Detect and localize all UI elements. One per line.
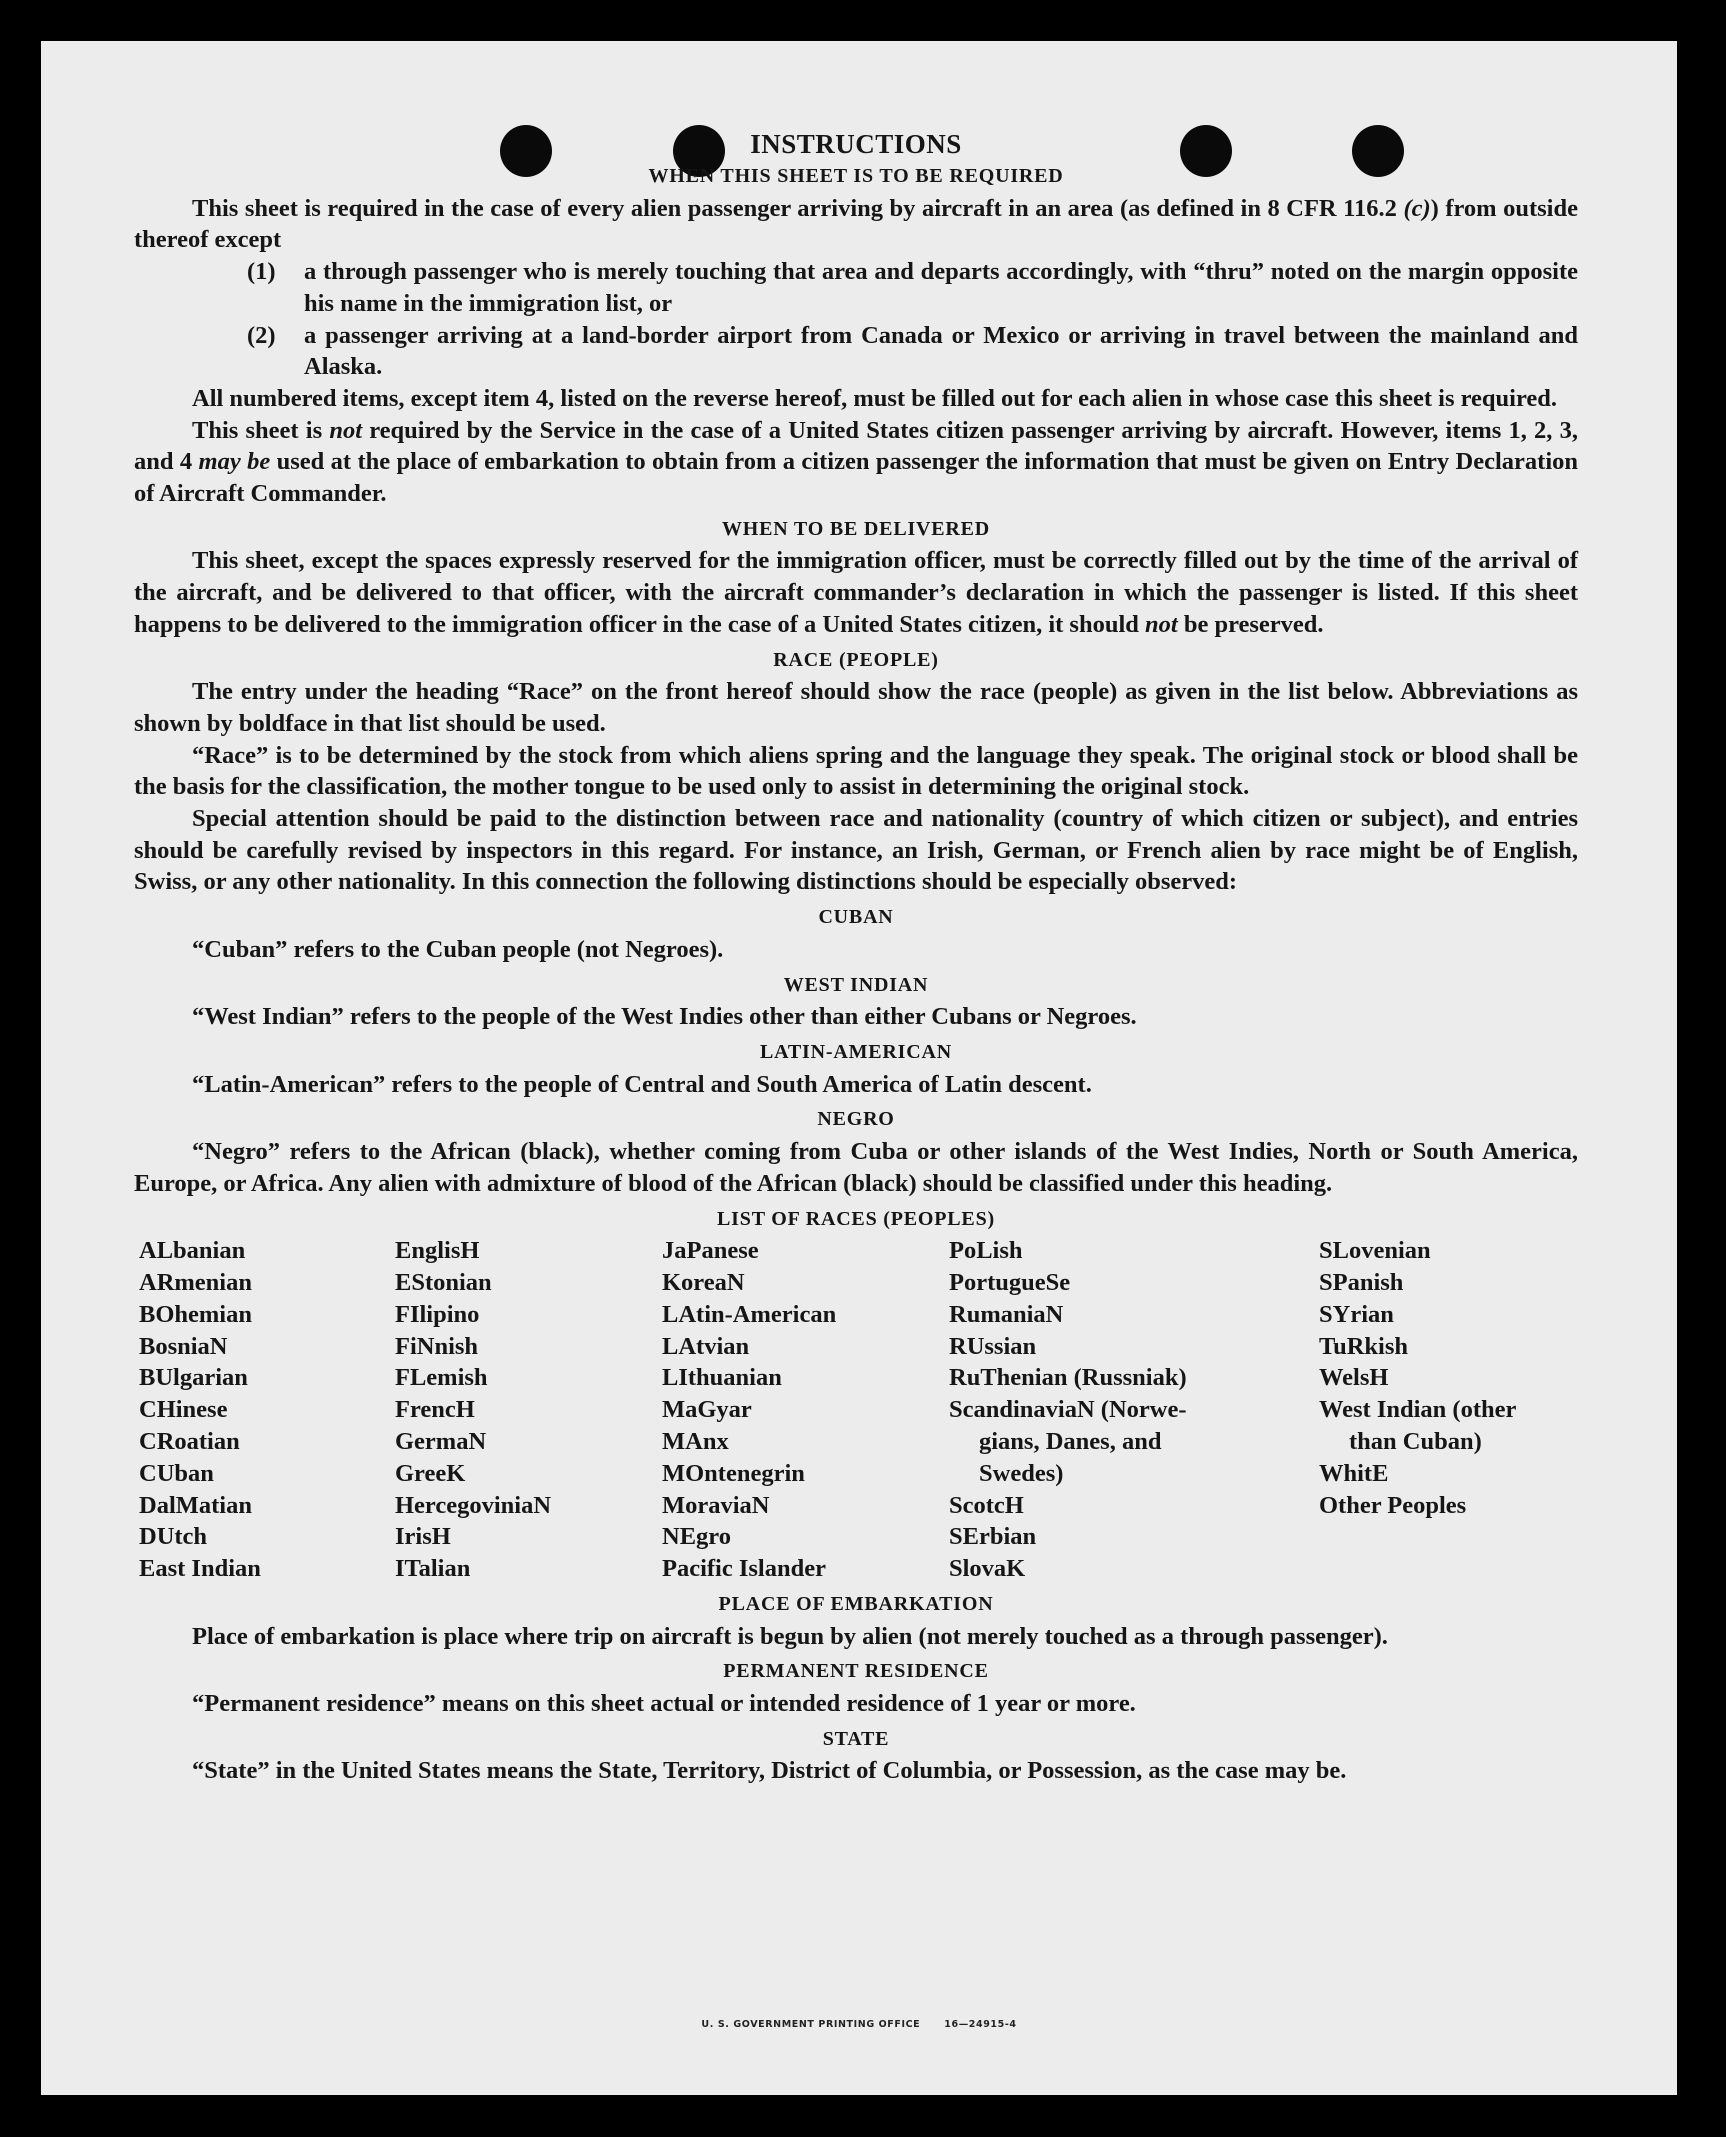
bold-text: boldface (238, 709, 328, 737)
race-entry: MAnx (662, 1427, 729, 1455)
race-entry: FIlipino (395, 1300, 480, 1328)
race-entry: Pacific Islander (662, 1555, 826, 1583)
document-title: INSTRUCTIONS (750, 129, 962, 159)
races-column (1319, 1235, 1583, 1585)
race-entry: BosniaN (139, 1332, 228, 1360)
race-entry: CHinese (139, 1396, 228, 1424)
text-run: ) from outside thereof except (134, 194, 1578, 254)
text-run: This sheet is required in the case of every alien passenger arriving by aircraft in an area (as defined in 8 CFR 116.2 (192, 194, 1404, 222)
paragraph (134, 193, 1578, 256)
paragraph (134, 320, 1578, 383)
paragraph (134, 1001, 1578, 1033)
paragraph (134, 1136, 1578, 1199)
text-run: in that list should be used. (327, 709, 606, 737)
race-entry: DUtch (139, 1523, 208, 1551)
paragraph (134, 1621, 1578, 1653)
paragraph (134, 1688, 1578, 1720)
section-heading: LATIN-AMERICAN (760, 1040, 952, 1063)
race-entry: PortugueSe (949, 1269, 1071, 1296)
races-column (949, 1235, 1319, 1585)
race-entry: SLovenian (1319, 1237, 1431, 1265)
italic-text: (c) (1403, 194, 1431, 222)
race-entry: BOhemian (139, 1300, 252, 1328)
race-entry: East Indian (139, 1555, 261, 1583)
race-entry: LAtvian (662, 1332, 750, 1360)
race-entry: CUban (139, 1459, 214, 1487)
race-entry: IrisH (395, 1523, 451, 1551)
text-run: “Race” is to be determined by the stock from which aliens spring and the language they speak. The original stock or blood shall be the basis for the classification, the mother tongue to be used only to assist in determining the original stock. (134, 741, 1578, 801)
printer-name: U. S. GOVERNMENT PRINTING OFFICE (701, 2019, 921, 2030)
paragraph (134, 383, 1578, 415)
race-entry: SYrian (1319, 1300, 1394, 1328)
paragraph (134, 740, 1578, 803)
italic-text: not (1145, 610, 1178, 638)
race-entry: Other Peoples (1319, 1491, 1467, 1519)
text-run: “Negro” refers to the African (black), whether coming from Cuba or other islands of the West Indies, North or South America, Europe, or Africa. Any alien with admixture of blood of the African (black) should be classified under this heading. (134, 1138, 1578, 1197)
races-column (139, 1235, 395, 1585)
paragraph (134, 545, 1578, 640)
race-entry: ITalian (395, 1555, 471, 1583)
race-entry: EnglisH (395, 1237, 480, 1265)
section-heading: NEGRO (817, 1108, 895, 1131)
races-list-heading: LIST OF RACES (PEOPLES) (717, 1207, 995, 1230)
text-run: “Cuban” refers to the Cuban people (not Negroes). (192, 935, 724, 963)
race-entry: DalMatian (139, 1491, 252, 1519)
race-entry: MaGyar (662, 1396, 752, 1424)
section-heading: PLACE OF EMBARKATION (718, 1592, 994, 1615)
text-run: This sheet, except the spaces expressly reserved for the immigration officer, must be correctly filled out by the time of the arrival of the aircraft, and be delivered to that officer, with the aircraft commander’s declaration in which the passenger is listed. If this sheet happens to be delivered to the immigration officer in the case of a United States citizen, it should (134, 547, 1578, 638)
italic-text: may be (198, 448, 271, 476)
text-run: The entry under the heading “Race” on the front hereof should show the race (people) as given in the list below. Abbreviations as shown by (134, 678, 1578, 737)
race-entry: WhitE (1319, 1459, 1389, 1487)
races-column (395, 1235, 662, 1585)
section-heading: WEST INDIAN (783, 973, 929, 996)
race-entry: EStonian (395, 1269, 492, 1296)
race-entry: FLemish (395, 1364, 488, 1392)
text-run: Place of embarkation is place where trip on aircraft is begun by alien (not merely touched as a through passenger). (192, 1622, 1388, 1650)
race-entry: RUssian (949, 1332, 1037, 1360)
document-body (134, 127, 1578, 1787)
paragraph (134, 1069, 1578, 1101)
section-heading: WHEN THIS SHEET IS TO BE REQUIRED (648, 165, 1064, 187)
section-heading: PERMANENT RESIDENCE (723, 1660, 989, 1683)
race-entry: MoraviaN (662, 1491, 770, 1519)
race-entry: CRoatian (139, 1427, 240, 1455)
text-run: Special attention should be paid to the distinction between race and nationality (country of which citizen or subject), and entries should be carefully revised by inspectors in this regard. For instance, an Irish, German, or French alien by race might be of English, Swiss, or any other nationality. In this connection the following distinctions should be especially observed: (134, 805, 1578, 896)
paragraph (134, 676, 1578, 739)
text-run: “Latin-American” refers to the people of Central and South America of Latin descent. (192, 1070, 1092, 1098)
sections-after-list (134, 1589, 1578, 1787)
race-entry: KoreaN (662, 1269, 745, 1296)
race-entry: gians, Danes, and (979, 1427, 1162, 1455)
text-run: required by the Service in the case of a United States citizen passenger arriving by aircraft. However, items 1, 2, 3, and 4 (134, 416, 1579, 476)
races-column (662, 1235, 949, 1585)
race-entry: TuRkish (1319, 1332, 1409, 1360)
race-entry: ScotcH (949, 1491, 1024, 1519)
race-entry: LAtin-American (662, 1300, 837, 1328)
races-list (139, 1235, 1578, 1585)
text-run: This sheet is (192, 416, 330, 444)
item-number: (2) (247, 321, 276, 349)
paragraph (134, 256, 1578, 319)
race-entry: WelsH (1319, 1364, 1389, 1392)
race-entry: SPanish (1319, 1269, 1404, 1296)
race-entry: GermaN (395, 1427, 487, 1455)
item-number: (1) (247, 258, 276, 286)
race-entry: PoLish (949, 1237, 1023, 1265)
race-entry: GreeK (395, 1459, 466, 1487)
race-entry: FiNnish (395, 1332, 479, 1360)
printer-imprint (41, 2019, 1677, 2030)
race-entry: RumaniaN (949, 1300, 1064, 1328)
paragraph (134, 1755, 1578, 1787)
text-run: All numbered items, except item 4, listed on the reverse hereof, must be filled out for each alien in whose case this sheet is required. (192, 384, 1558, 412)
race-entry: FrencH (395, 1396, 475, 1424)
text-run: “State” in the United States means the State, Territory, District of Columbia, or Possession, as the case may be. (192, 1757, 1347, 1785)
paragraph (134, 803, 1578, 898)
text-run: be preserved. (1177, 610, 1324, 638)
italic-text: not (329, 416, 362, 444)
race-entry: West Indian (other (1319, 1396, 1517, 1424)
race-entry: ScandinaviaN (Norwe- (949, 1396, 1187, 1424)
race-entry: LIthuanian (662, 1364, 782, 1392)
section-heading: RACE (PEOPLE) (773, 648, 939, 671)
section-heading: CUBAN (818, 906, 894, 929)
text-run: “West Indian” refers to the people of the West Indies other than either Cubans or Negroes. (192, 1003, 1137, 1031)
race-entry: SErbian (949, 1523, 1037, 1551)
race-entry: JaPanese (662, 1237, 759, 1265)
text-run: used at the place of embarkation to obtain from a citizen passenger the information that must be given on Entry Declaration of Aircraft Commander. (134, 448, 1578, 508)
race-entry: ALbanian (139, 1237, 246, 1265)
race-entry: than Cuban) (1349, 1427, 1482, 1455)
text-run: a passenger arriving at a land-border airport from Canada or Mexico or arriving in travel between the mainland and Alaska. (304, 321, 1578, 381)
race-entry: NEgro (662, 1523, 731, 1551)
instruction-sheet (41, 41, 1677, 2095)
form-number: 16—24915-4 (944, 2019, 1017, 2030)
race-entry: HercegoviniaN (395, 1491, 552, 1519)
paragraph (134, 415, 1578, 510)
race-entry: Swedes) (979, 1459, 1064, 1487)
race-entry: ARmenian (139, 1269, 252, 1296)
race-entry: MOntenegrin (662, 1459, 805, 1487)
race-entry: BUlgarian (139, 1364, 248, 1392)
section-heading: WHEN TO BE DELIVERED (721, 517, 991, 540)
race-entry: SlovaK (949, 1555, 1026, 1583)
text-run: “Permanent residence” means on this sheet actual or intended residence of 1 year or more. (192, 1690, 1136, 1718)
race-entry: RuThenian (Russniak) (949, 1364, 1187, 1392)
sections-before-list (134, 161, 1578, 1200)
section-heading: STATE (822, 1727, 890, 1750)
paragraph (134, 934, 1578, 966)
text-run: a through passenger who is merely touching that area and departs accordingly, with “thru” noted on the margin opposite his name in the immigration list, or (304, 258, 1578, 317)
